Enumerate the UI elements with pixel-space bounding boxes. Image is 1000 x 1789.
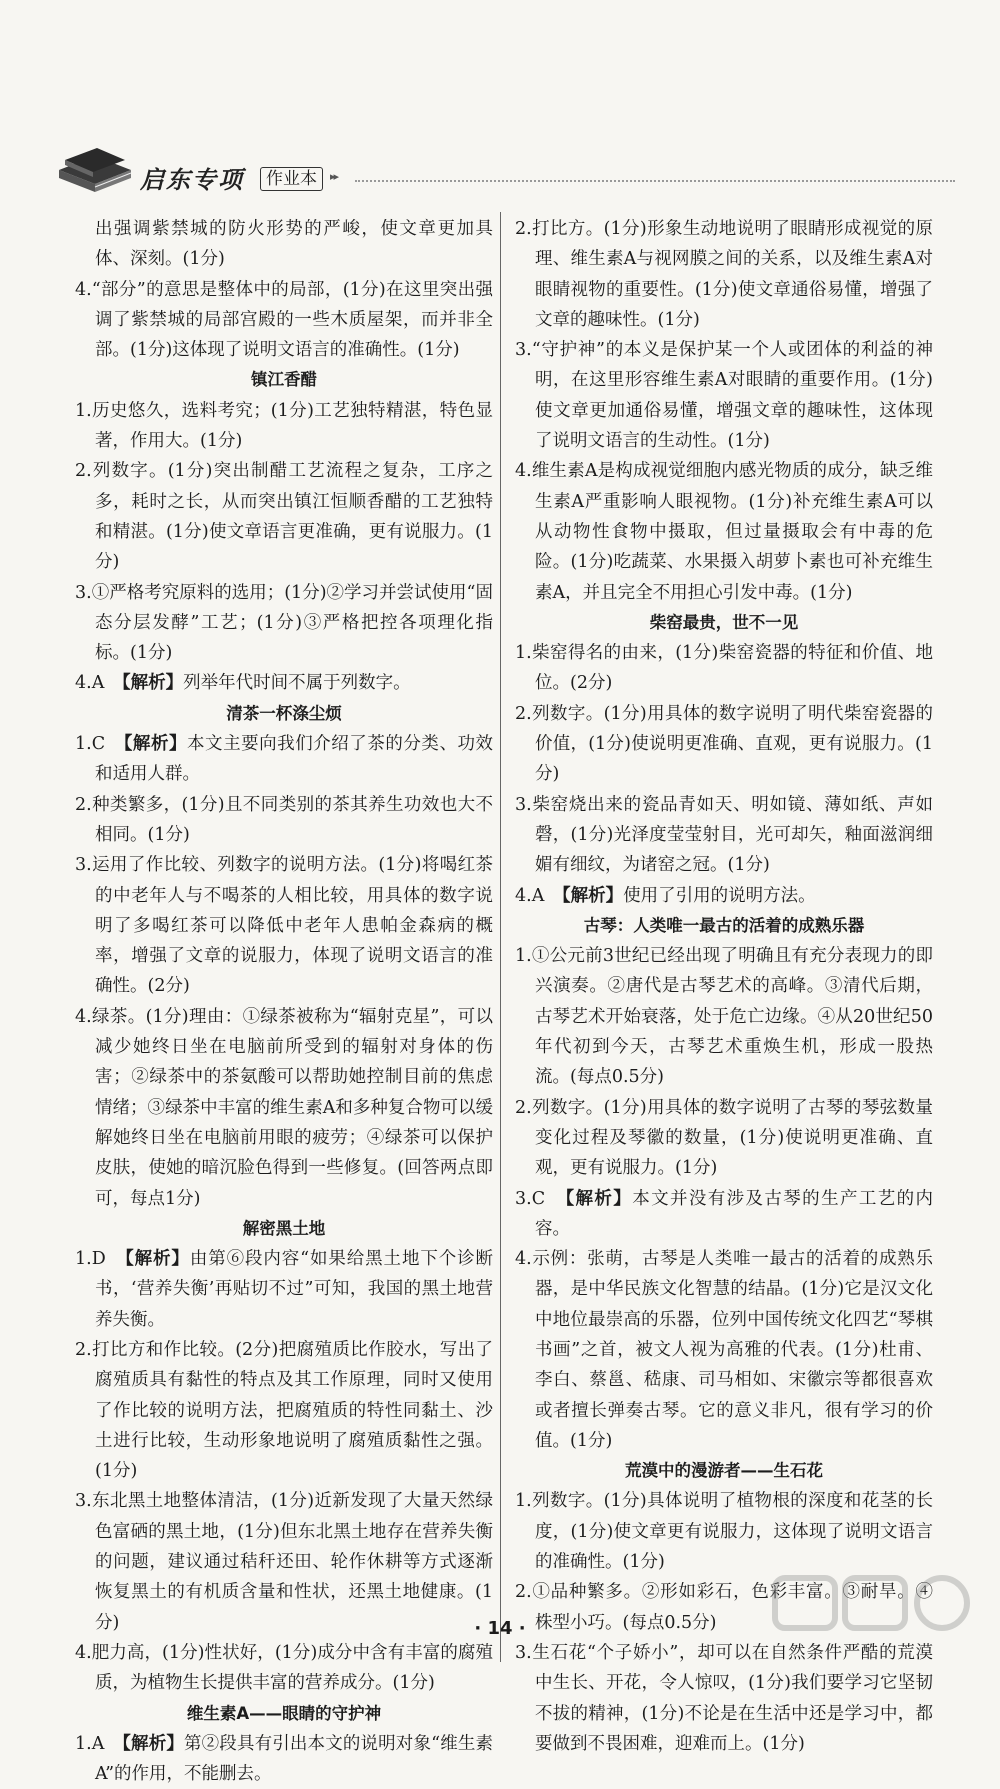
answer-choice: 3.C <box>515 1188 566 1209</box>
header-divider <box>355 180 955 182</box>
section-heading: 荒漠中的漫游者——生石花 <box>625 1461 823 1481</box>
answer-choice: 1.D <box>75 1249 126 1270</box>
answer-item: 3.运用了作比较、列数字的说明方法。(1分)将喝红茶的中老年人与不喝茶的人相比较，用具体的数字说明了多喝红茶可以降低中老年人患帕金森病的概率，增强了文章的说服力，体现了说明文语言的准确性。(2分) <box>75 855 493 997</box>
answer-item: 1.柴窑得名的由来，(1分)柴窑瓷器的特征和价值、地位。(2分) <box>515 643 933 694</box>
answer-item <box>515 1184 933 1245</box>
answer-item: 4.“部分”的意思是整体中的局部，(1分)在这里突出强调了紫禁城的局部宫殿的一些木质屋架，而并非全部。(1分)这体现了说明文语言的准确性。(1分) <box>75 279 493 361</box>
section-heading: 柴窑最贵，世不一见 <box>649 612 799 632</box>
section-heading: 镇江香醋 <box>251 370 317 390</box>
answer-item: 1.列数字。(1分)具体说明了植物根的深度和花茎的长度，(1分)使文章更有说服力，这体现了说明文语言的准确性。(1分) <box>515 1491 933 1573</box>
section-heading: 清茶一杯涤尘烦 <box>226 703 342 723</box>
analysis-tag: 【解析】 <box>565 1188 633 1209</box>
analysis-tag: 【解析】 <box>125 1249 190 1270</box>
arrow-icon: ▸▸ <box>330 170 338 183</box>
analysis-tag: 【解析】 <box>121 673 184 694</box>
answer-choice: 4.A <box>515 885 562 906</box>
answer-item <box>75 1729 493 1789</box>
analysis-text: 由第⑥段内容“如果给黑土地下个诊断书，‘营养失衡’再贴切不过”可知，我国的黑土地营养失衡。 <box>95 1249 494 1330</box>
answer-item: 3.①严格考究原料的选用；(1分)②学习并尝试使用“固态分层发酵”工艺；(1分)③严格把控各项理化指标。(1分) <box>75 582 493 664</box>
answer-choice: 4.A <box>75 673 122 694</box>
answer-item: 2.①品种繁多。②形如彩石，色彩丰富。③耐旱。④株型小巧。(每点0.5分) <box>515 1582 933 1633</box>
answer-item: 1.①公元前3世纪已经出现了明确且有充分表现力的即兴演奏。②唐代是古琴艺术的高峰。③清代后期，古琴艺术开始衰落，处于危亡边缘。④从20世纪50年代初到今天，古琴艺术重焕生机，形成一股热流。(每点0.5分) <box>515 946 933 1088</box>
page-header <box>55 140 955 200</box>
section-heading: 解密黑土地 <box>242 1218 326 1238</box>
answer-item <box>515 881 933 911</box>
column-divider <box>500 212 501 1662</box>
answer-item: 2.打比方。(1分)形象生动地说明了眼睛形成视觉的原理、维生素A与视网膜之间的关系，以及维生素A对眼睛视物的重要性。(1分)使文章通俗易懂，增强了文章的趣味性。(1分) <box>515 219 933 330</box>
brand-subtitle: 作业本 <box>260 167 323 191</box>
analysis-tag: 【解析】 <box>123 734 188 755</box>
analysis-tag: 【解析】 <box>561 885 624 906</box>
answer-item: 4.示例：张萌，古琴是人类唯一最古的活着的成熟乐器，是中华民族文化智慧的结晶。(1分)它是汉文化中地位最崇高的乐器，位列中国传统文化四艺“琴棋书画”之首，被文人视为高雅的代表。(1分)杜甫、李白、蔡邕、嵇康、司马相如、宋徽宗等都很喜欢或者擅长弹奏古琴。它的意义非凡，很有学习的价值。(1分) <box>515 1249 933 1451</box>
answer-item: 2.打比方和作比较。(2分)把腐殖质比作胶水，写出了腐殖质具有黏性的特点及其工作原理，同时又使用了作比较的说明方法，把腐殖质的特性同黏土、沙土进行比较，生动形象地说明了腐殖质黏性之强。(1分) <box>75 1339 493 1482</box>
book-stack-icon <box>55 140 135 198</box>
answer-item: 4.绿茶。(1分)理由：①绿茶被称为“辐射克星”，可以减少她终日坐在电脑前所受到的辐射对身体的伤害；②绿茶中的茶氨酸可以帮助她控制目前的焦虑情绪；③绿茶中丰富的维生素A和多种复合物可以缓解她终日坐在电脑前用眼的疲劳；④绿茶可以保护皮肤，使她的暗沉脸色得到一些修复。(回答两点即可，每点1分) <box>75 1006 493 1209</box>
brand-title: 启东专项 <box>140 165 244 194</box>
answer-choice: 1.C <box>75 734 124 755</box>
answer-item: 2.列数字。(1分)用具体的数字说明了古琴的琴弦数量变化过程及琴徽的数量，(1分)使说明更准确、直观，更有说服力。(1分) <box>515 1097 933 1179</box>
answer-item: 2.列数字。(1分)突出制醋工艺流程之复杂，工序之多，耗时之长，从而突出镇江恒顺香醋的工艺独特和精湛。(1分)使文章语言更准确，更有说服力。(1分) <box>75 461 493 573</box>
answer-item <box>75 668 493 698</box>
answer-item: 3.柴窑烧出来的瓷品青如天、明如镜、薄如纸、声如磬，(1分)光泽度莹莹射目，光可却矢，釉面滋润细媚有细纹，为诸窑之冠。(1分) <box>515 794 933 876</box>
answer-column-left <box>75 214 493 1789</box>
answer-item: 4.维生素A是构成视觉细胞内感光物质的成分，缺乏维生素A严重影响人眼视物。(1分)补充维生素A可以从动物性食物中摄取，但过量摄取会有中毒的危险。(1分)吃蔬菜、水果摄入胡萝卜素也可补充维生素A，并且完全不用担心引发中毒。(1分) <box>515 461 933 603</box>
answer-column-right <box>515 214 933 1759</box>
answer-item: 3.“守护神”的本义是保护某一个人或团体的利益的神明，在这里形容维生素A对眼睛的重要作用。(1分)使文章更加通俗易懂，增强文章的趣味性，这体现了说明文语言的生动性。(1分) <box>515 340 933 452</box>
section-heading: 维生素A——眼睛的守护神 <box>186 1703 382 1723</box>
answer-choice: 1.A <box>75 1733 123 1754</box>
answer-item: 2.列数字。(1分)用具体的数字说明了明代柴窑瓷器的价值，(1分)使说明更准确、直观，更有说服力。(1分) <box>515 703 933 785</box>
watermark-logo <box>770 1570 980 1645</box>
answer-item: 3.生石花“个子娇小”，却可以在自然条件严酷的荒漠中生长、开花，令人惊叹，(1分)我们要学习它坚韧不拔的精神，(1分)不论是在生活中还是学习中，都要做到不畏困难，迎难而上。(1分) <box>515 1642 933 1754</box>
analysis-text: 本文主要向我们介绍了茶的分类、功效和适用人群。 <box>95 734 494 785</box>
page-number: · 14 · <box>474 1618 526 1639</box>
analysis-tag: 【解析】 <box>122 1733 184 1754</box>
answer-item: 4.肥力高，(1分)性状好，(1分)成分中含有丰富的腐殖质，为植物生长提供丰富的营养成分。(1分) <box>75 1642 493 1694</box>
analysis-text: 列举年代时间不属于列数字。 <box>183 673 411 694</box>
answer-item: 3.东北黑土地整体清洁，(1分)近新发现了大量天然绿色富硒的黑土地，(1分)但东北黑土地存在营养失衡的问题，建议通过秸秆还田、轮作休耕等方式逐渐恢复黑土的有机质含量和性状，还黑土地健康。(1分) <box>75 1491 493 1633</box>
analysis-text: 本文并没有涉及古琴的生产工艺的内容。 <box>535 1188 934 1239</box>
answer-item <box>75 729 493 790</box>
analysis-text: 第②段具有引出本文的说明对象“维生素A”的作用，不能删去。 <box>95 1733 493 1785</box>
answer-item: 2.种类繁多，(1分)且不同类别的茶其养生功效也大不相同。(1分) <box>75 794 493 845</box>
analysis-text: 使用了引用的说明方法。 <box>623 885 816 906</box>
answer-item: 出强调紫禁城的防火形势的严峻，使文章更加具体、深刻。(1分) <box>95 219 493 270</box>
answer-item <box>75 1244 493 1335</box>
answer-item: 1.历史悠久，选料考究；(1分)工艺独特精湛，特色显著，作用大。(1分) <box>75 400 493 452</box>
section-heading: 古琴：人类唯一最古的活着的成熟乐器 <box>583 915 865 935</box>
